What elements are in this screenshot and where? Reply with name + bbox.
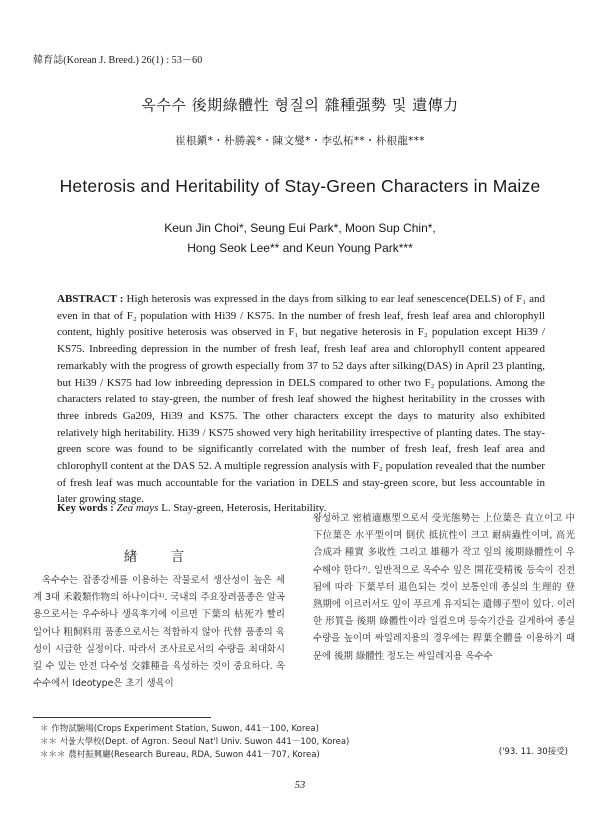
section-heading-introduction: 緖 言 xyxy=(123,549,195,565)
authors-korean: 崔根鎭*・朴勝義*・陳文燮*・李弘柘**・朴根龍*** xyxy=(175,135,425,147)
footnote-divider xyxy=(33,717,211,718)
footnote-1: ＊ 作物試驗場(Crops Experiment Station, Suwon, 441－100, Korea) xyxy=(40,724,319,734)
title-english: Heterosis and Heritability of Stay-Green Characters in Maize xyxy=(59,176,541,196)
page-number: 53 xyxy=(294,780,306,791)
keywords-list: L. Stay-green, Heterosis, Heritability. xyxy=(158,502,327,514)
abstract-text: High heterosis was expressed in the days from silking to ear leaf senescence(DELS) of F₁ and even in that of F₂ population with Hi39 / KS75. In the number of fresh leaf, fresh leaf area and chlorophyll content, highly positive heterosis was observed in F₁ but negative heterosis in F₂ population except Hi39 / KS75. Inbreeding depression in the number of fresh leaf, fresh leaf area and chlorophyll content appeared remarkably with the progress of growth especially from 37 to 52 days after silking(DAS) in April 23 planting, but Hi39 / KS75 had low inbreeding depression in DELS compared to other two F₂ populations. Among the characters related to stay-green, the number of fresh leaf showed the highest heritability in the crosses with three inbreds Ga209, Hi39 and KS75. The other characters except the days to maturity also exhibited relatively high heritability. Hi39 / KS75 showed very high heritability irrespective of planting dates. The stay-green score was found to be significantly correlated with the number of fresh leaf, fresh leaf area and chlorophyll content at the DAS 52. A multiple regression analysis with F₂ population revealed that the number of fresh leaf was much accountable for the variation in DELS and stay-green score, but less accountable in later growing stage. xyxy=(57,293,546,506)
intro-left-column: 옥수수는 잡종강세를 이용하는 작물로서 생산성이 높은 세계 3대 禾穀類作物의 하나이다¹⁾. 국내의 주요장려품종은 알곡용으로서는 우수하나 생육후기에 이르면 下葉의 枯死가 빨리 일어나 粗飼料用 품종으로서는 적합하지 않아 代替 품종의 육성이 시급한 실정이다. 따라서 조사료로서의 수량을 최대화시킬 수 있는 안전 다수성 交雜種을 육성하는 것이 중요하다. 옥수수에서 Ideotype은 초기 생육이 xyxy=(33,575,285,690)
received-date: ('93. 11. 30接受) xyxy=(498,747,568,757)
authors-english xyxy=(0,218,600,258)
footnote-2: ＊＊ 서울大學校(Dept. of Agron. Seoul Nat'l Univ. Suwon 441－100, Korea) xyxy=(40,737,350,747)
keywords-species: Zea mays xyxy=(116,502,159,514)
footnote-3: ＊＊＊ 農村振興廳(Research Bureau, RDA, Suwon 441－707, Korea) xyxy=(40,750,320,760)
keywords-label: Key words : xyxy=(57,502,114,514)
authors-english-line1: Keun Jin Choi*, Seung Eui Park*, Moon Sup Chin*, xyxy=(164,221,436,235)
footnotes xyxy=(40,723,349,762)
abstract-label: ABSTRACT : xyxy=(57,293,124,305)
authors-english-line2: Hong Seok Lee** and Keun Young Park*** xyxy=(187,241,413,255)
title-korean: 옥수수 後期綠體性 형질의 雜種强勢 및 遺傳力 xyxy=(141,96,459,114)
journal-citation: 韓育誌(Korean J. Breed.) 26(1) : 53－60 xyxy=(33,55,203,66)
abstract xyxy=(57,291,545,508)
intro-right-column: 왕성하고 密植適應型으로서 受光態勢는 上位葉은 直立이고 中下位葉은 水平型이며 倒伏 抵抗性이 크고 耐病蟲性이며, 高光合成과 種實 多收性 그리고 雄穗가 작고 잎의 後期綠體性이 우수해야 한다⁷⁾. 일반적으로 옥수수 잎은 開花受精後 등숙이 진전됨에 따라 下葉부터 退色되는 것이 보통인데 종실의 生理的 登熟期에 이르러서도 잎이 푸르게 유지되는 遺傳子型이 있다. 이러한 形質을 後期 綠體性이라 일컬으며 등숙기간을 길게하여 종실수량을 높이며 싸일레지용의 경우에는 稈葉全體를 이용하기 때문에 後期 綠體性 정도는 싸일레지용 옥수수 xyxy=(313,513,575,662)
